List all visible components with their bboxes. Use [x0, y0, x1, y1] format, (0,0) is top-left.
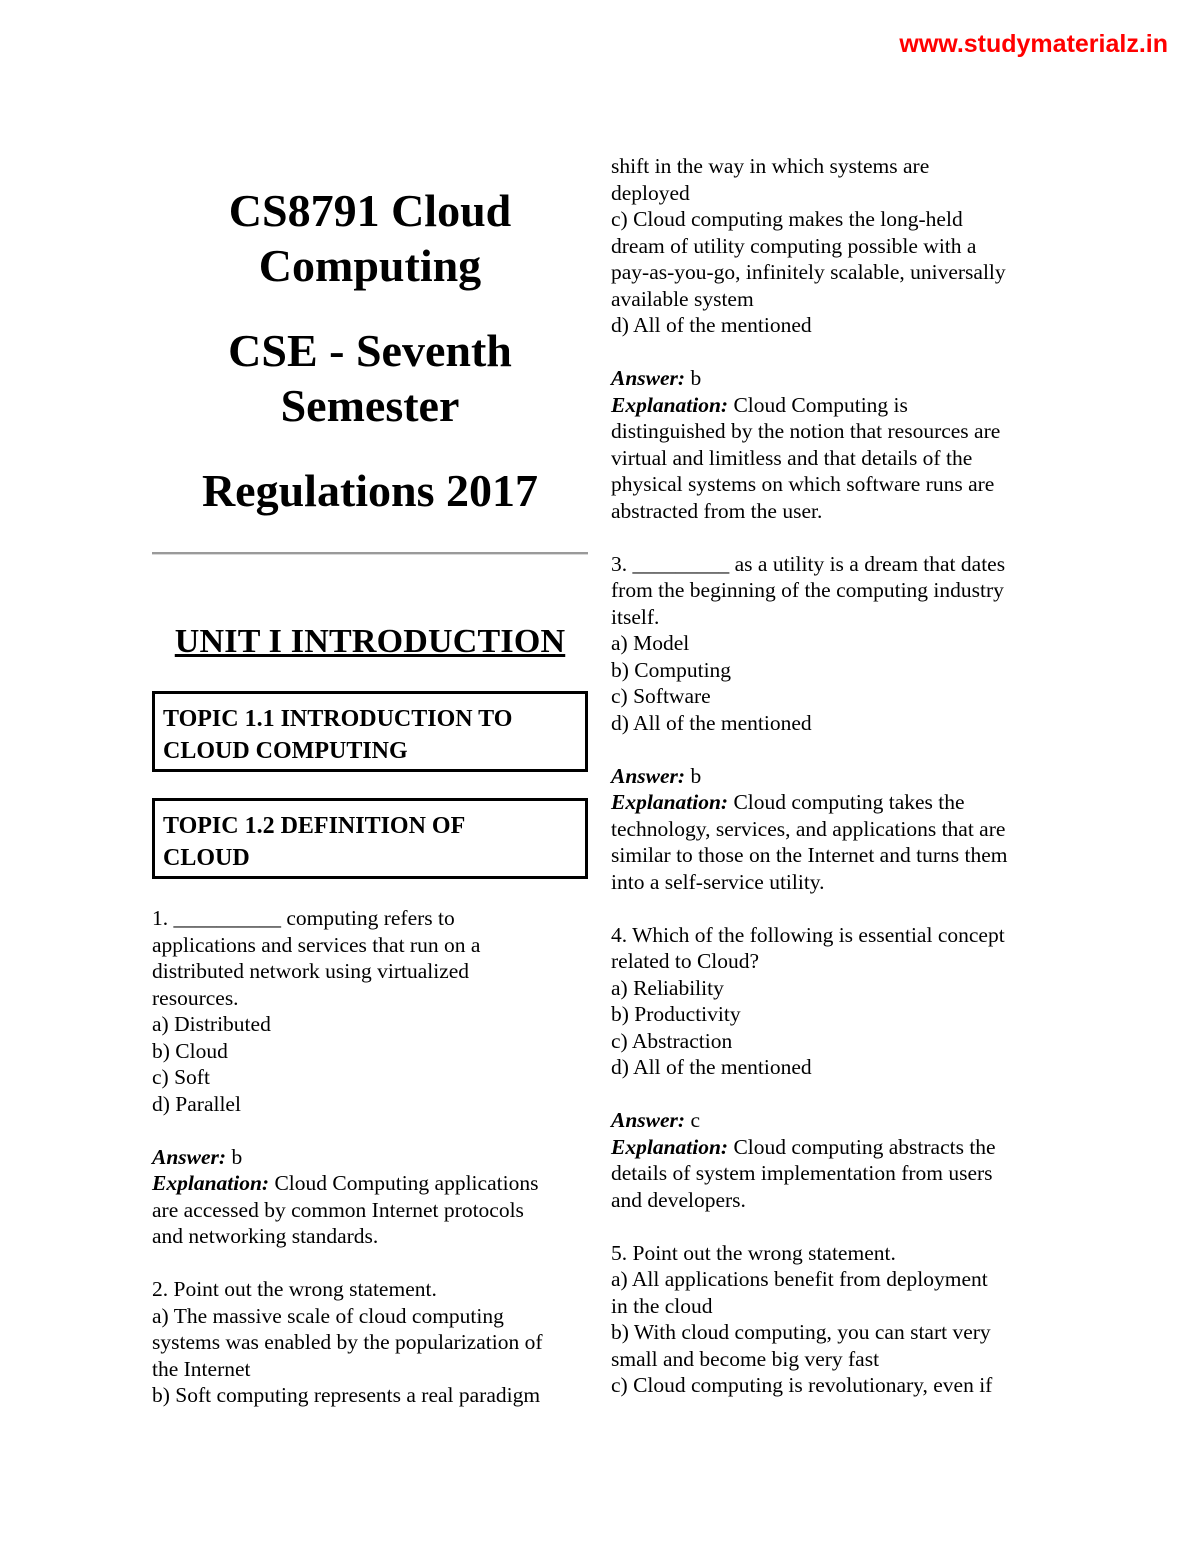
answer-line — [611, 365, 1056, 392]
question-line: 1. __________ computing refers to — [152, 906, 455, 930]
option-line: d) All of the mentioned — [611, 710, 812, 735]
explanation-line — [611, 392, 1056, 419]
explanation-text: Cloud computing takes the — [728, 790, 965, 814]
answer-label: Answer: — [611, 366, 686, 390]
option-line: dream of utility computing possible with a — [611, 233, 977, 258]
question-5 — [611, 1240, 1056, 1399]
topic-line: TOPIC 1.2 DEFINITION OF — [163, 813, 466, 839]
answer-label: Answer: — [611, 1108, 686, 1132]
explanation-line: virtual and limitless and that details of the — [611, 445, 973, 470]
topic-box — [152, 691, 588, 772]
question-line: from the beginning of the computing industry — [611, 578, 1004, 602]
option-line: c) Cloud computing makes the long-held — [611, 207, 963, 231]
option-line: d) All of the mentioned — [611, 313, 812, 337]
answer-line — [152, 1144, 588, 1171]
option-line: c) Soft — [152, 1065, 210, 1089]
answer-line — [611, 763, 1056, 790]
option-line: b) Cloud — [152, 1038, 228, 1063]
explanation-line: are accessed by common Internet protocols — [152, 1197, 524, 1222]
explanation-line: similar to those on the Internet and turns them — [611, 843, 1008, 867]
explanation-text: Cloud Computing applications — [269, 1171, 539, 1195]
left-column — [152, 180, 588, 1409]
option-line: c) Cloud computing is revolutionary, even if — [611, 1373, 993, 1397]
option-line: a) Distributed — [152, 1012, 271, 1036]
explanation-line — [152, 1170, 588, 1197]
explanation-label: Explanation: — [611, 790, 729, 814]
question-line: applications and services that run on a — [152, 932, 481, 957]
topic-line: TOPIC 1.1 INTRODUCTION TO — [163, 706, 513, 732]
explanation-line: into a self-service utility. — [611, 869, 825, 894]
unit-heading: UNIT I INTRODUCTION — [174, 623, 566, 660]
option-line: a) Model — [611, 631, 690, 655]
answer-value: b — [685, 763, 702, 788]
option-line: pay-as-you-go, infinitely scalable, universally — [611, 260, 1006, 284]
option-line: the Internet — [152, 1356, 251, 1381]
question-2-continued — [611, 153, 1056, 551]
option-line: in the cloud — [611, 1293, 713, 1318]
question-line: related to Cloud? — [611, 949, 760, 973]
option-line: b) With cloud computing, you can start very — [611, 1320, 991, 1344]
option-line: b) Productivity — [611, 1002, 741, 1026]
option-line: shift in the way in which systems are — [611, 154, 930, 178]
answer-value: b — [226, 1144, 243, 1169]
option-line: deployed — [611, 180, 690, 205]
explanation-line: physical systems on which software runs are — [611, 472, 995, 496]
explanation-line: distinguished by the notion that resources are — [611, 419, 1001, 443]
option-line: a) The massive scale of cloud computing — [152, 1303, 504, 1328]
option-line: d) All of the mentioned — [611, 1055, 812, 1079]
explanation-label: Explanation: — [611, 392, 729, 417]
question-line: distributed network using virtualized — [152, 959, 470, 983]
explanation-line — [611, 1134, 1056, 1161]
option-line: a) Reliability — [611, 975, 724, 1000]
question-line: 4. Which of the following is essential concept — [611, 922, 1005, 947]
explanation-line: abstracted from the user. — [611, 498, 823, 523]
title-line: Computing — [258, 240, 482, 291]
question-4 — [611, 922, 1056, 1240]
answer-line — [611, 1107, 1056, 1134]
option-line: available system — [611, 286, 754, 311]
option-line: systems was enabled by the popularization of — [152, 1330, 543, 1354]
explanation-text: Cloud computing abstracts the — [728, 1134, 996, 1159]
explanation-line: details of system implementation from users — [611, 1161, 993, 1185]
question-line: 5. Point out the wrong statement. — [611, 1240, 896, 1265]
option-line: small and become big very fast — [611, 1346, 880, 1371]
title-line: CS8791 Cloud — [228, 185, 512, 236]
title-line: Regulations 2017 — [201, 465, 539, 516]
answer-value: b — [685, 366, 702, 390]
explanation-text: Cloud Computing is — [728, 392, 908, 417]
explanation-label: Explanation: — [611, 1134, 729, 1159]
question-line: resources. — [152, 985, 239, 1010]
site-watermark: www.studymaterialz.in — [899, 30, 1168, 58]
option-line: b) Soft computing represents a real paradigm — [152, 1383, 541, 1407]
explanation-line: and networking standards. — [152, 1224, 379, 1248]
title-line: CSE - Seventh — [228, 325, 512, 376]
explanation-line: technology, services, and applications that are — [611, 816, 1006, 841]
explanation-line: and developers. — [611, 1187, 746, 1212]
explanation-line — [611, 789, 1056, 816]
topic-line: CLOUD — [163, 845, 250, 871]
question-line: 3. _________ as a utility is a dream that dates — [611, 551, 1006, 576]
answer-label: Answer: — [152, 1144, 227, 1169]
question-3 — [611, 551, 1056, 922]
question-1 — [152, 905, 588, 1276]
option-line: b) Computing — [611, 657, 732, 682]
horizontal-divider — [152, 552, 588, 555]
option-line: d) Parallel — [152, 1091, 241, 1116]
option-line: a) All applications benefit from deployment — [611, 1267, 988, 1291]
right-column — [611, 153, 1056, 1399]
document-title — [152, 183, 588, 518]
topic-box — [152, 798, 588, 879]
answer-label: Answer: — [611, 763, 686, 788]
question-2-start — [152, 1276, 588, 1409]
option-line: c) Abstraction — [611, 1028, 733, 1053]
question-line: 2. Point out the wrong statement. — [152, 1277, 437, 1301]
explanation-label: Explanation: — [152, 1171, 270, 1195]
title-line: Semester — [280, 380, 460, 431]
option-line: c) Software — [611, 684, 711, 708]
answer-value: c — [685, 1108, 700, 1132]
question-line: itself. — [611, 604, 660, 629]
topic-line: CLOUD COMPUTING — [163, 738, 408, 764]
